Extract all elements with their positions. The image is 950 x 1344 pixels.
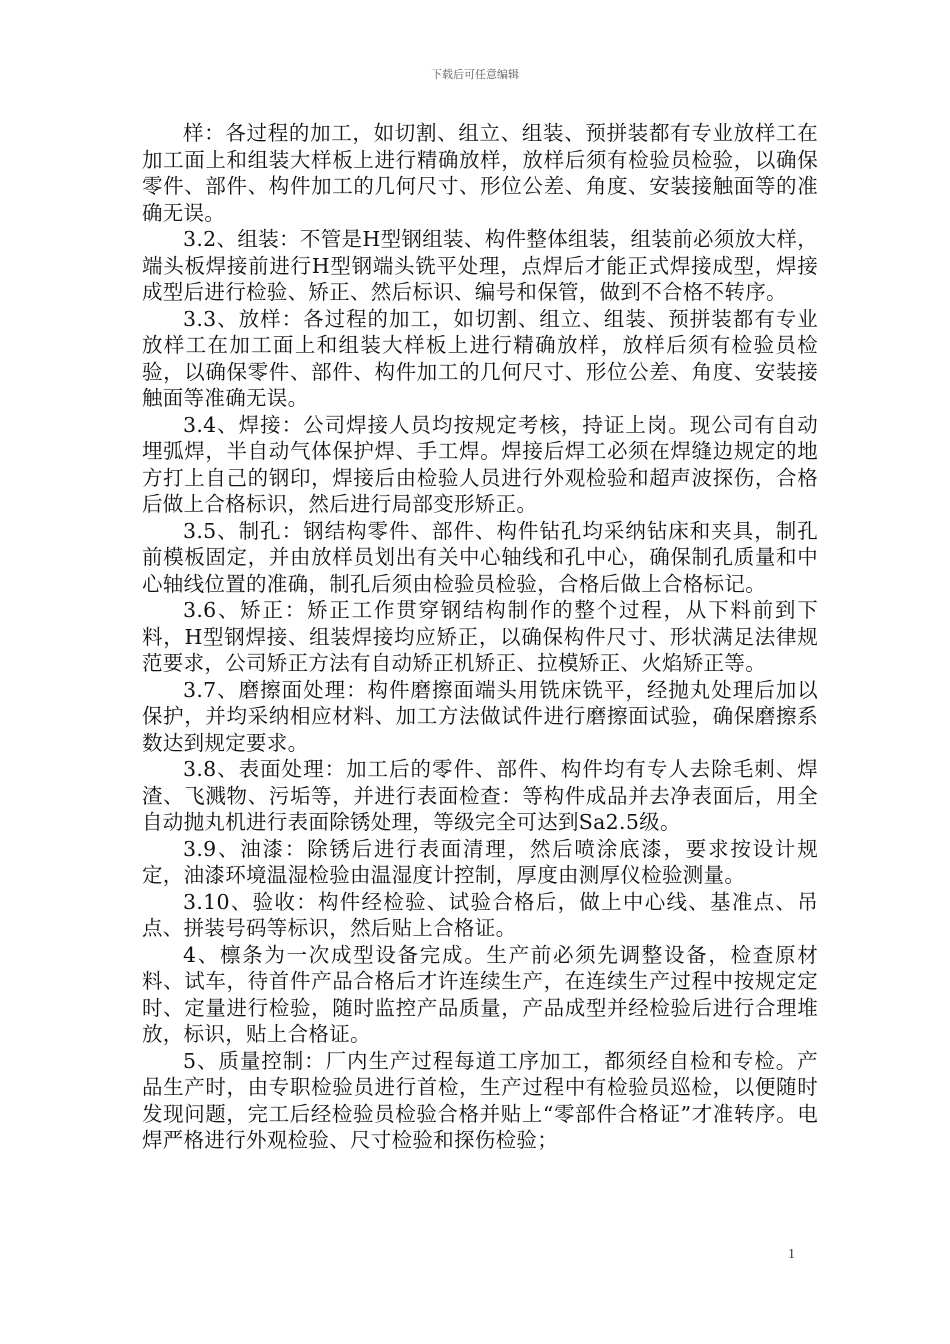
page-header: 下载后可任意编辑 [431,68,519,81]
paragraph-4-purlin: 4、檩条为一次成型设备完成。生产前必须先调整设备，检查原材料、试车，待首件产品合格后才许连续生产，在连续生产过程中按规定定时、定量进行检验，随时监控产品质量，产品成型并经检验后进行合理堆放，标识，贴上合格证。 [142,942,818,1046]
paragraph-3-2-assembly: 3.2、组装：不管是H型钢组装、构件整体组装，组装前必须放大样，端头板焊接前进行H型钢端头铣平处理，点焊后才能正式焊接成型，焊接成型后进行检验、矫正、然后标识、编号和保管，做到不合格不转序。 [142,227,818,304]
paragraph-3-9-painting: 3.9、油漆：除锈后进行表面清理，然后喷涂底漆，要求按设计规定，油漆环境温湿检验由温湿度计控制，厚度由测厚仪检验测量。 [142,836,818,887]
paragraph-3-5-drilling: 3.5、制孔：钢结构零件、部件、构件钻孔均采纳钻床和夹具，制孔前模板固定，并由放样员划出有关中心轴线和孔中心，确保制孔质量和中心轴线位置的准确，制孔后须由检验员检验，合格后做上合格标记。 [142,518,818,596]
paragraph-continuation: 样：各过程的加工，如切割、组立、组装、预拼装都有专业放样工在加工面上和组装大样板上进行精确放样，放样后须有检验员检验，以确保零件、部件、构件加工的几何尺寸、形位公差、角度、安装接触面等的准确无误。 [142,121,818,225]
paragraph-3-6-straightening: 3.6、矫正：矫正工作贯穿钢结构制作的整个过程，从下料前到下料，H型钢焊接、组装焊接均应矫正，以确保构件尺寸、形状满足法律规范要求，公司矫正方法有自动矫正机矫正、拉模矫正、火焰矫正等。 [142,598,818,675]
paragraph-3-4-welding: 3.4、焊接：公司焊接人员均按规定考核，持证上岗。现公司有自动埋弧焊，半自动气体保护焊、手工焊。焊接后焊工必须在焊缝边规定的地方打上自己的钢印，焊接后由检验人员进行外观检验和超声波探伤，合格后做上合格标识，然后进行局部变形矫正。 [142,412,818,516]
document-body [142,120,818,1154]
page-number: 1 [788,1247,795,1262]
paragraph-3-8-surface-treatment: 3.8、表面处理：加工后的零件、部件、构件均有专人去除毛刺、焊渣、飞溅物、污垢等，并进行表面检查：等构件成品并去净表面后，用全自动抛丸机进行表面除锈处理，等级完全可达到Sa2.5级。 [142,757,818,834]
paragraph-3-7-friction-surface: 3.7、磨擦面处理：构件磨擦面端头用铣床铣平，经抛丸处理后加以保护，并均采纳相应材料、加工方法做试件进行磨擦面试验，确保磨擦系数达到规定要求。 [142,677,818,755]
paragraph-3-3-layout: 3.3、放样：各过程的加工，如切割、组立、组装、预拼装都有专业放样工在加工面上和组装大样板上进行精确放样，放样后须有检验员检验，以确保零件、部件、构件加工的几何尺寸、形位公差、角度、安装接触面等准确无误。 [142,306,818,410]
paragraph-5-quality-control: 5、质量控制：厂内生产过程每道工序加工，都须经自检和专检。产品生产时，由专职检验员进行首检，生产过程中有检验员巡检，以便随时发现问题，完工后经检验员检验合格并贴上“零部件合格证”才准转序。电焊严格进行外观检验、尺寸检验和探伤检验； [142,1048,818,1152]
paragraph-3-10-acceptance: 3.10、验收：构件经检验、试验合格后，做上中心线、基准点、吊点、拼装号码等标识，然后贴上合格证。 [142,889,818,940]
